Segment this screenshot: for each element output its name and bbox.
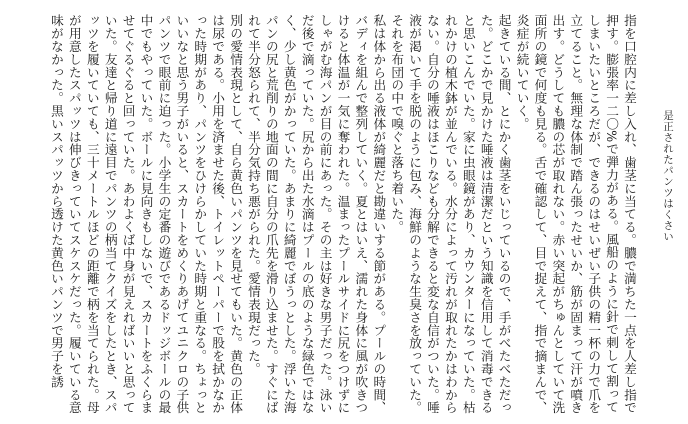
paragraph-3: 私は体から出る液体が綺麗だと勘違いする節がある。プールの時間、バディを組んで整列していく。夏とはいえ、濡れた身体に風が吹きつけると体温が一気に奪われた。温まったプールサイドに尻をつけずにしゃがむ海パンが目の前にあった。その主は好きな男子だった。泳いだ後で滴っていた。尻から出た水滴はプールの底のような緑色ではなく、少し黄色がかっていた。あまりに綺麗でぼうっとした。浮いた海パンの尻と荒削りの地面の間に自分の爪先を滑り込ませた。すぐにばれて半分怒られて、半分気持ち悪がられた。愛情表現だった。 xyxy=(245,14,387,414)
paragraph-4: 別の愛情表現として、自ら黄色いパンツを見せてもいた。黄色の正体は尿である。小用を済ませた後、トイレットペーパーで股を拭かなかった時期があり、パンツをひけらかしていた時期と重なる。ちょっといいなと思う男子がいると、スカートをめくりあげてユニクロの子供パンツで眼前に迫った。小学生の定番の遊びであるドッジボールの最中でもやっていた。ボールに見向きもしないで、スカートをふくらませてぐるぐると回っていた。あわよくば中身が見えればいいと思っていた。友達と帰り道に遠目でパンツの柄当てクイズをしたとき、スパッツを履いていても、三十メートルほどの距離で柄を当てられた。母が用意したスパッツは伸びきっていてスケスケだった。履いている意味がなかった。黒いスパッツから透けた黄色いパンツで男子を誘 xyxy=(49,14,244,414)
paragraph-1: 指を口腔内に差し入れ、歯茎に当てる。膿で満ちた一点を人差し指で押す。膨張率一二〇%で弾力がある。風船のように針で刺して割ってしまいたいところだが、できるのはせいぜい子供の精一杯の力で爪を立てること。無理な体制で踏ん張ったせいか、筋が固まって汗が噴き出す。どうしても膿の芯が取れない。赤い突起がちゅんとしていて洗面所の鏡で何度も見る。舌で確認して、目で捉えて、指で摘まんで、炎症が続いていく。 xyxy=(514,14,637,414)
essay-body xyxy=(47,14,638,424)
paragraph-2: 起きている間、とにかく歯茎をいじっているので、手がべたべただった。どこかで見かけた唾液は清潔だという知識を信用して消毒できると思いこんでいた。家に虫眼鏡があり、カウンターになっていた。枯れかけの植木鉢が並んでいる。水分によって汚れが取れたかはわからない。自分の唾液はほこりなども分解できると変な自信がついた。唾液が渇いて手を脱のように包み、海鮮のような生臭さを放っていた。それを布団の中で嗅ぐと落ち着いた。 xyxy=(389,14,512,414)
essay-title: 是正されたパンツはくさい xyxy=(662,110,674,242)
